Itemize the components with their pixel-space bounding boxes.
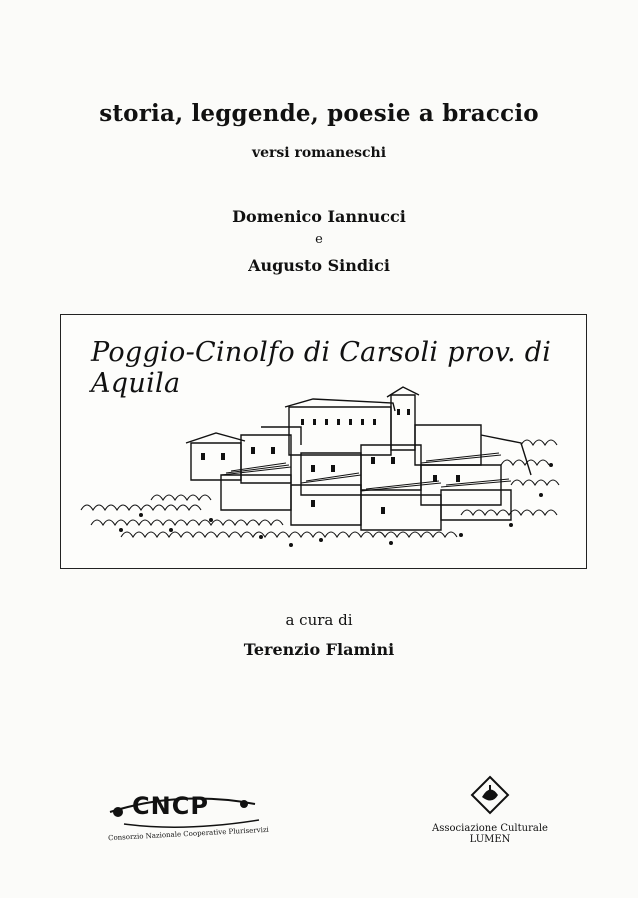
author-1: Domenico Iannucci [232,207,406,226]
lumen-logo [425,775,555,845]
book-subtitle: versi romaneschi [251,145,387,161]
author-2: Augusto Sindici [248,256,390,275]
cncp-logo [104,790,269,850]
lumen-line2: LUMEN [469,834,511,845]
cncp-subtitle: Consorzio Nazionale Cooperative Pluriservizi [107,825,269,843]
lumen-line1: Associazione Culturale [432,823,548,834]
book-title: storia, leggende, poesie a braccio [99,100,539,127]
cncp-mark: CNCP [132,792,209,820]
lumen-emblem-icon [470,775,510,815]
curator-name: Terenzio Flamini [243,640,395,659]
illustration-caption: Poggio-Cinolfo di Carsoli prov. di Aquila [91,337,552,399]
village-illustration [60,314,587,569]
author-conjunction: e [315,232,323,247]
curator-label: a cura di [285,611,353,629]
